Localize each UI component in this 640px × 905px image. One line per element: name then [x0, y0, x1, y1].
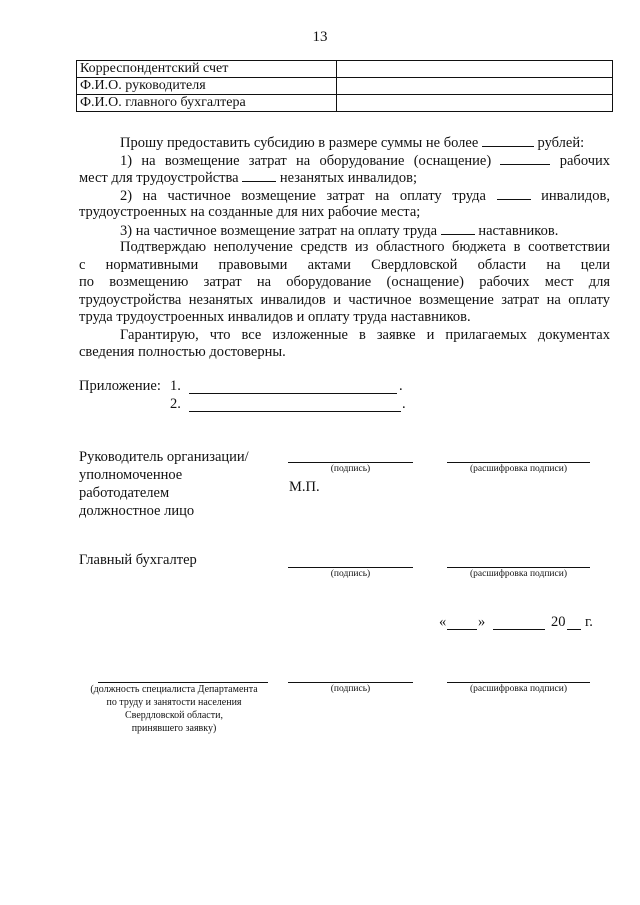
date-year-prefix: 20: [551, 614, 566, 630]
item2-line1: [120, 187, 610, 205]
date-day-field[interactable]: [447, 629, 477, 630]
item1-text-end: рабочих: [559, 153, 610, 169]
head-signature-line[interactable]: [288, 462, 413, 463]
confirm-line-2: с нормативными правовыми актами Свердловской области на цели: [79, 257, 610, 273]
specialist-signature-caption: (подпись): [330, 684, 371, 694]
request-line: [120, 134, 610, 152]
requisites-table: [76, 60, 613, 112]
table-cell-value[interactable]: [337, 78, 613, 95]
confirm-line-3: по возмещению затрат на оборудование (оснащение) рабочих мест для: [79, 274, 610, 290]
attachment-number-2: 2.: [170, 396, 181, 412]
head-signature-caption: (подпись): [330, 464, 371, 474]
item2-line2: трудоустроенных на созданные для них рабочие места;: [79, 204, 421, 220]
table-cell-value[interactable]: [337, 61, 613, 78]
date-month-field[interactable]: [493, 629, 545, 630]
disabled-employees-blank[interactable]: [497, 187, 531, 200]
date-year-field[interactable]: [567, 629, 581, 630]
attachment-2-dot: .: [402, 396, 406, 412]
specialist-caption-1: (должность специалиста Департамента: [90, 684, 258, 695]
guarantee-line-1: Гарантирую, что все изложенные в заявке и прилагаемых документах: [120, 327, 610, 343]
item2-text-end: инвалидов,: [541, 188, 610, 204]
disabled-count-blank[interactable]: [242, 169, 276, 182]
attachment-1-field[interactable]: [189, 393, 397, 394]
workplaces-count-blank[interactable]: [500, 152, 550, 165]
item3-text-end: наставников.: [478, 223, 559, 239]
accountant-decode-line[interactable]: [447, 567, 590, 568]
attachment-number-1: 1.: [170, 378, 181, 394]
accountant-decode-caption: (расшифровка подписи): [470, 569, 567, 579]
attachment-1-dot: .: [399, 378, 403, 394]
amount-blank[interactable]: [482, 134, 534, 147]
date-year-suffix: г.: [585, 614, 593, 630]
table-row: [77, 78, 613, 95]
item1-text-cont: мест для трудоустройства: [79, 170, 239, 186]
table-row: [77, 95, 613, 112]
specialist-decode-line[interactable]: [447, 682, 590, 683]
specialist-signature-line[interactable]: [288, 682, 413, 683]
accountant-title: Главный бухгалтер: [79, 552, 197, 568]
item1-text-cont-end: незанятых инвалидов;: [279, 170, 417, 186]
confirm-line-5: труда трудоустроенных инвалидов и оплату труда наставников.: [79, 309, 471, 325]
head-title-line-4: должностное лицо: [79, 503, 195, 519]
accountant-signature-line[interactable]: [288, 567, 413, 568]
item1-line1: [120, 152, 610, 170]
page-number: 13: [312, 29, 328, 45]
head-decode-caption: (расшифровка подписи): [470, 464, 567, 474]
confirm-line-4: трудоустройства незанятых инвалидов и частичное возмещение затрат на оплату: [79, 292, 610, 308]
request-unit: рублей:: [537, 135, 585, 151]
item3-text: 3) на частичное возмещение затрат на оплату труда: [120, 223, 438, 239]
specialist-caption-4: принявшего заявку): [131, 723, 217, 734]
specialist-caption-3: Свердловской области,: [125, 710, 223, 721]
request-text: Прошу предоставить субсидию в размере суммы не более: [120, 135, 479, 151]
head-title-line-2: уполномоченное: [79, 467, 183, 483]
item1-line2: [79, 169, 610, 187]
item2-text: 2) на частичное возмещение затрат на оплату труда: [120, 188, 486, 204]
table-cell-label: Корреспондентский счет: [77, 61, 337, 78]
table-cell-label: Ф.И.О. руководителя: [77, 78, 337, 95]
stamp-place: М.П.: [289, 479, 320, 495]
accountant-signature-caption: (подпись): [330, 569, 371, 579]
specialist-position-line[interactable]: [98, 682, 268, 683]
head-title-line-3: работодателем: [79, 485, 170, 501]
attachment-2-field[interactable]: [189, 411, 401, 412]
head-title-line-1: Руководитель организации/: [79, 449, 249, 465]
head-decode-line[interactable]: [447, 462, 590, 463]
confirm-line-1: Подтверждаю неполучение средств из областного бюджета в соответствии: [120, 239, 610, 255]
date-close-quote: »: [478, 614, 486, 630]
table-cell-label: Ф.И.О. главного бухгалтера: [77, 95, 337, 112]
date-open-quote: «: [439, 614, 447, 630]
specialist-decode-caption: (расшифровка подписи): [470, 684, 567, 694]
guarantee-line-2: сведения полностью достоверны.: [79, 344, 286, 360]
table-row: [77, 61, 613, 78]
item3-line: [120, 222, 610, 240]
item1-text: 1) на возмещение затрат на оборудование (оснащение): [120, 153, 492, 169]
specialist-caption-2: по труду и занятости населения: [106, 697, 242, 708]
attachment-label: Приложение:: [79, 378, 161, 394]
table-cell-value[interactable]: [337, 95, 613, 112]
mentors-count-blank[interactable]: [441, 222, 475, 235]
